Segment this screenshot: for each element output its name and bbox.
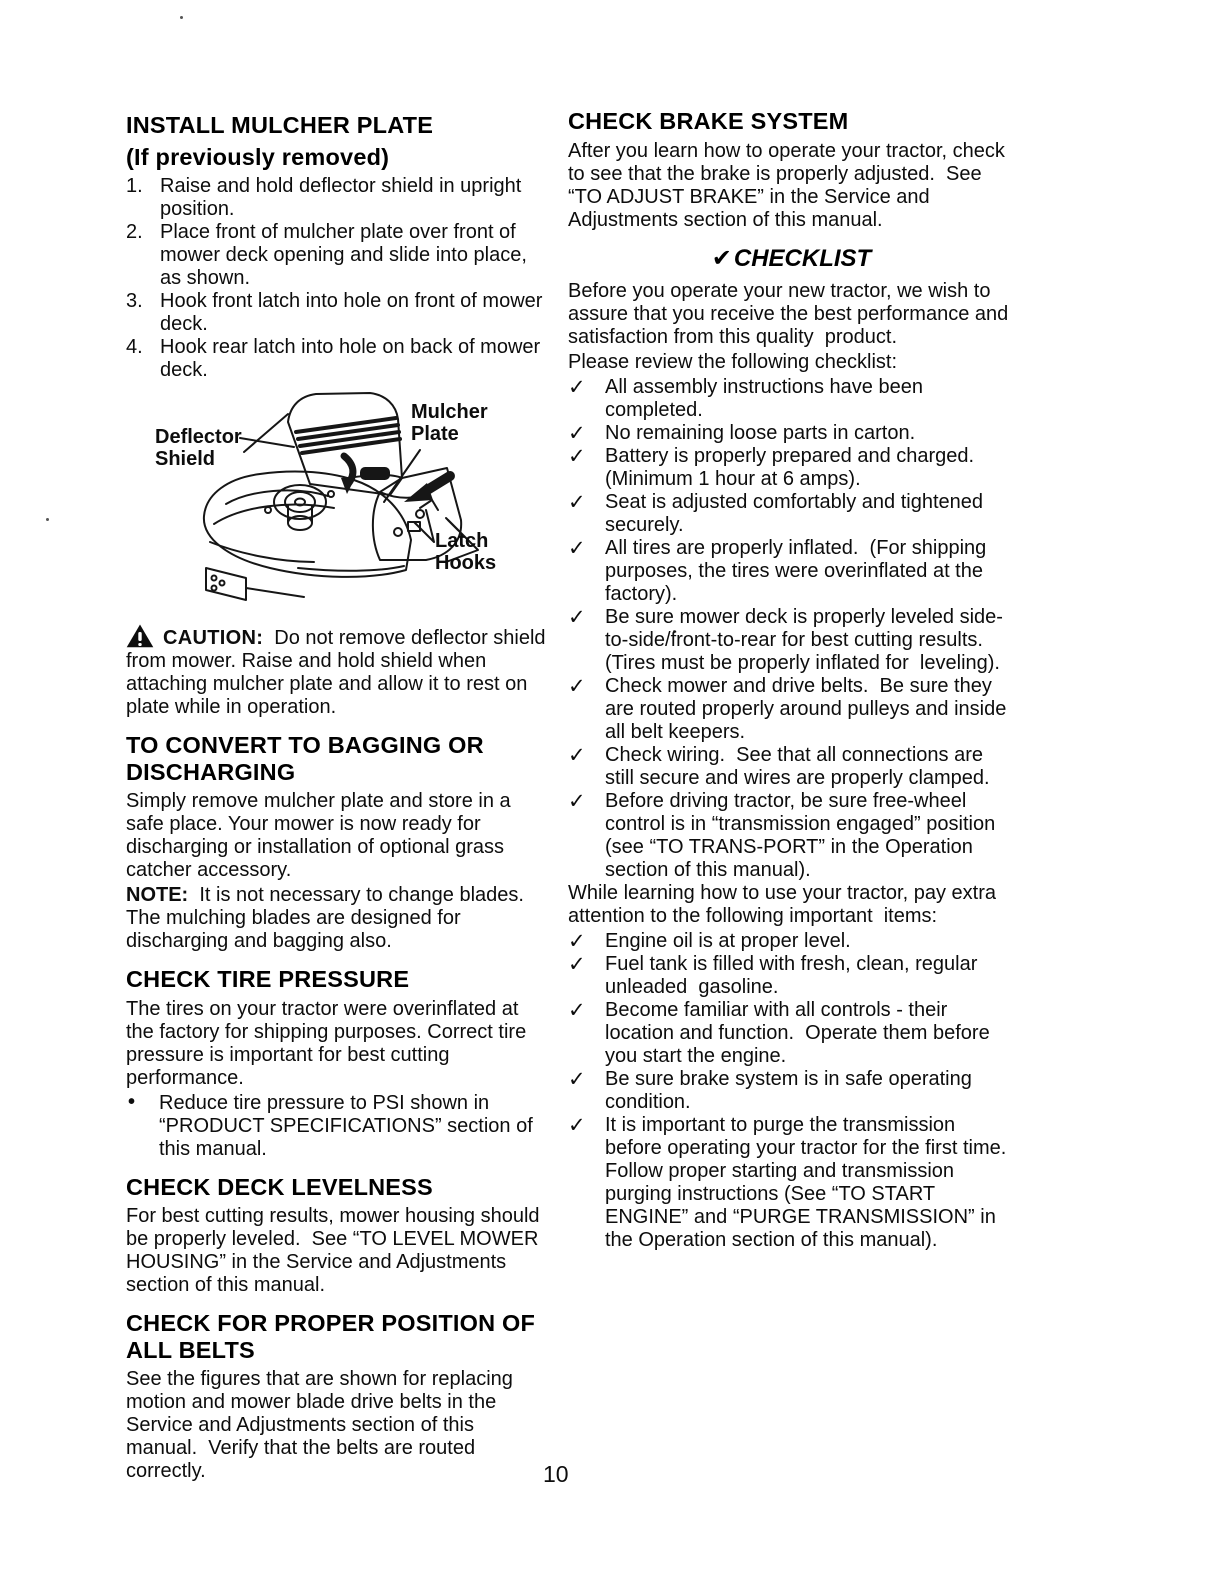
checklist-intro-2: Please review the following checklist: xyxy=(568,350,898,373)
checklist-item xyxy=(568,744,1015,790)
checklist-item xyxy=(568,953,1015,999)
checklist-item xyxy=(568,1068,1015,1114)
checklist-item xyxy=(568,999,1015,1068)
section-subtitle: (If previously removed) xyxy=(126,143,390,170)
step-number: 2. xyxy=(126,221,143,243)
bullet-text: Reduce tire pressure to PSI shown in “PRODUCT SPECIFICATIONS” section of this manual. xyxy=(159,1091,539,1160)
checklist-item-text: Become familiar with all controls - their location and function. Operate them before you start the engine. xyxy=(605,998,996,1067)
body-text: After you learn how to operate your tractor, check to see that the brake is properly adjusted. See “TO ADJUST BRAKE” in the Service and Adjustments section of this manual. xyxy=(568,139,1011,231)
section-title: CHECK TIRE PRESSURE xyxy=(126,966,410,992)
step-text: Hook front latch into hole on front of mower deck. xyxy=(160,290,548,335)
while-learning-text: While learning how to use your tractor, pay extra attention to the following important items: xyxy=(568,881,1002,927)
section-install-mulcher-plate xyxy=(126,112,550,382)
check-icon: ✓ xyxy=(568,674,586,698)
list-item xyxy=(126,1092,550,1161)
checklist-item-text: No remaining loose parts in carton. xyxy=(605,421,916,444)
note-text: It is not necessary to change blades. The mulching blades are designed for discharging and bagging also. xyxy=(126,884,535,952)
tire-pressure-bullets xyxy=(126,1092,550,1161)
check-icon: ✓ xyxy=(568,536,586,560)
check-icon: ✓ xyxy=(568,929,586,953)
checklist-item-text: Be sure brake system is in safe operating condition. xyxy=(605,1067,983,1113)
list-item xyxy=(126,290,550,336)
caution-note xyxy=(126,624,550,719)
scan-speck xyxy=(46,518,49,521)
caution-label: CAUTION: xyxy=(163,627,264,649)
checklist-item xyxy=(568,376,1015,422)
checklist-item-text: Seat is adjusted comfortably and tightened securely. xyxy=(605,490,995,536)
checklist-item xyxy=(568,445,1015,491)
step-number: 4. xyxy=(126,336,143,358)
check-icon: ✓ xyxy=(568,1113,586,1137)
checklist-items xyxy=(568,376,1015,882)
checklist-item-text: Check wiring. See that all connections are still secure and wires are properly clamped. xyxy=(605,743,990,789)
section-title: CHECK BRAKE SYSTEM xyxy=(568,108,849,134)
section-check-tire-pressure xyxy=(126,966,550,1161)
checklist-item xyxy=(568,537,1015,606)
check-icon: ✓ xyxy=(568,375,586,399)
check-icon: ✓ xyxy=(568,952,586,976)
checklist-item xyxy=(568,790,1015,882)
note-label: NOTE: xyxy=(126,884,189,906)
caution-text: Do not remove deflector shield from mower. Raise and hold shield when attaching mulcher plate and allow it to rest on plate while in operation. xyxy=(126,627,552,718)
checklist-item-text: Before driving tractor, be sure free-wheel control is in “transmission engaged” position (see “TO TRANS-PORT” in the Operation section of this manual). xyxy=(605,789,1001,881)
checklist-item-text: Engine oil is at proper level. xyxy=(605,929,851,952)
bullet-glyph: • xyxy=(128,1090,136,1113)
step-text: Place front of mulcher plate over front of mower deck opening and slide into place, as shown. xyxy=(160,221,533,289)
step-text: Hook rear latch into hole on back of mower deck. xyxy=(160,336,546,381)
body-text: The tires on your tractor were overinflated at the factory for shipping purposes. Correct tire pressure is important for best cutting performance. xyxy=(126,997,532,1089)
body-text: See the figures that are shown for replacing motion and mower blade drive belts in the Service and Adjustments section of this manual. Verify that the belts are routed correctly. xyxy=(126,1368,519,1482)
list-item xyxy=(126,221,550,290)
page-number: 10 xyxy=(543,1461,569,1487)
checklist-item-text: It is important to purge the transmission before operating your tractor for the first time. Follow proper starting and transmission purging instructions (See “TO START ENGINE” and “PURGE TRANSMISSION” in the Operation section of this manual). xyxy=(605,1113,1018,1251)
section-check-deck-levelness xyxy=(126,1174,550,1298)
checklist-item xyxy=(568,422,1015,445)
caution-warning-icon xyxy=(126,624,154,648)
section-check-brake-system xyxy=(568,108,1015,232)
scan-speck xyxy=(180,16,183,19)
step-number: 1. xyxy=(126,175,143,197)
check-icon: ✓ xyxy=(568,998,586,1022)
checklist-item-text: All assembly instructions have been completed. xyxy=(605,375,929,421)
figure-label-mulcher-plate: Mulcher Plate xyxy=(411,401,488,445)
checkmark-icon: ✔ xyxy=(711,244,732,272)
body-text: Simply remove mulcher plate and store in a safe place. Your mower is now ready for discharging or installation of optional grass catcher accessory. xyxy=(126,790,517,881)
section-title: CHECK FOR PROPER POSITION OF ALL BELTS xyxy=(126,1310,536,1363)
section-title: TO CONVERT TO BAGGING OR DISCHARGING xyxy=(126,732,484,785)
step-number: 3. xyxy=(126,290,143,312)
check-icon: ✓ xyxy=(568,1067,586,1091)
checklist-intro: Before you operate your new tractor, we wish to assure that you receive the best performance and satisfaction from this quality product. xyxy=(568,279,1014,348)
install-steps-list xyxy=(126,175,550,382)
section-check-belt-position xyxy=(126,1310,550,1483)
checklist-item-text: Check mower and drive belts. Be sure they are routed properly around pulleys and inside all belt keepers. xyxy=(605,674,1012,743)
checklist-item xyxy=(568,1113,1018,1252)
checklist-item xyxy=(568,606,1015,675)
note-paragraph xyxy=(126,884,550,953)
body-text: For best cutting results, mower housing should be properly leveled. See “TO LEVEL MOWER HOUSING” in the Service and Adjustments section of this manual. xyxy=(126,1205,546,1296)
section-convert-to-bagging xyxy=(126,732,550,953)
check-icon: ✓ xyxy=(568,789,586,813)
section-title: CHECK DECK LEVELNESS xyxy=(126,1173,433,1200)
step-text: Raise and hold deflector shield in upright position. xyxy=(160,175,533,220)
figure-label-deflector-shield: Deflector Shield xyxy=(155,426,242,470)
section-title: INSTALL MULCHER PLATE xyxy=(126,112,434,138)
checklist-item xyxy=(568,491,1015,537)
check-icon: ✓ xyxy=(568,490,586,514)
checklist-item-text: Be sure mower deck is properly leveled side-to-side/front-to-rear for best cutting results. (Tires must be properly inflated for leveling). xyxy=(605,605,1003,674)
check-icon: ✓ xyxy=(568,421,586,445)
mower-deck-diagram xyxy=(148,390,520,616)
check-icon: ✓ xyxy=(568,605,586,629)
list-item xyxy=(126,175,550,221)
checklist-item xyxy=(568,675,1015,744)
checklist-item xyxy=(568,930,1015,953)
checklist-item-text: Battery is properly prepared and charged. (Minimum 1 hour at 6 amps). xyxy=(605,444,991,490)
checklist-heading xyxy=(568,244,1015,273)
list-item xyxy=(126,336,550,382)
section-checklist xyxy=(568,244,1018,1252)
check-icon: ✓ xyxy=(568,444,586,468)
check-icon: ✓ xyxy=(568,743,586,767)
checklist-item-text: Fuel tank is filled with fresh, clean, regular unleaded gasoline. xyxy=(605,952,989,998)
right-column xyxy=(568,108,1018,1252)
left-column xyxy=(126,112,550,1485)
figure-label-latch-hooks: Latch Hooks xyxy=(435,530,497,574)
checklist-item-text: All tires are properly inflated. (For shipping purposes, the tires were overinflated at the factory). xyxy=(605,536,992,605)
checklist-title: CHECKLIST xyxy=(733,244,872,272)
important-items xyxy=(568,929,1018,1252)
